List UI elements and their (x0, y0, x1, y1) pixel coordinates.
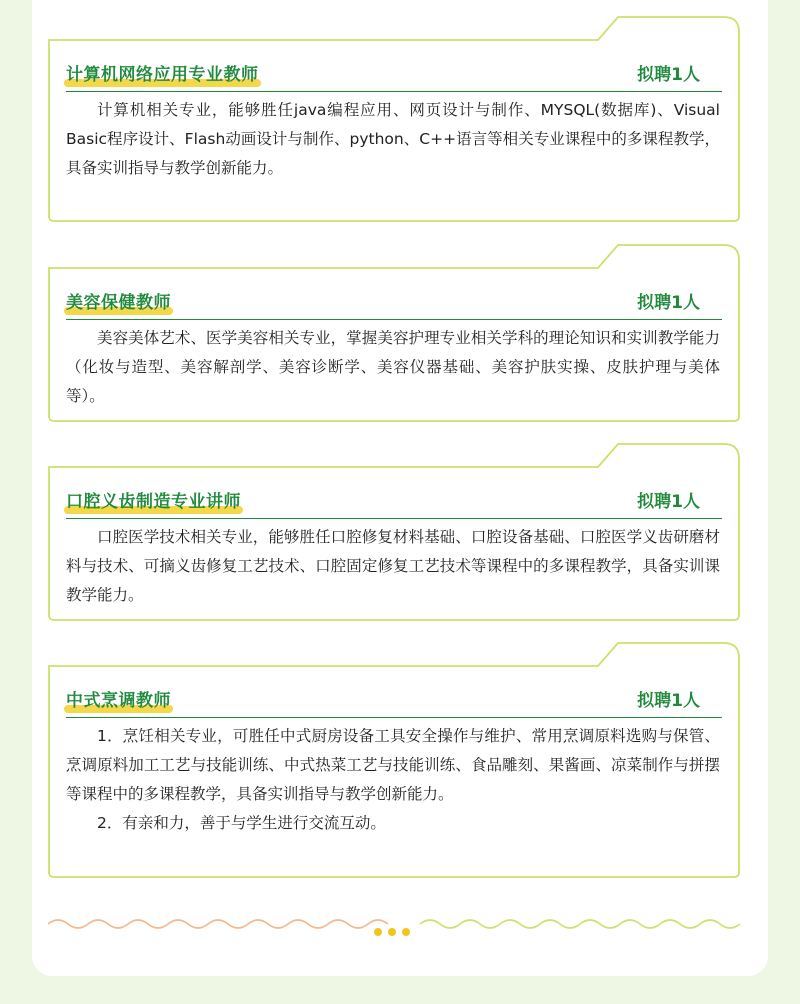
position-title: 计算机网络应用专业教师 (66, 65, 259, 85)
description-paragraph: 2．有亲和力，善于与学生进行交流互动。 (97, 814, 386, 832)
position-description (66, 324, 720, 411)
description-paragraph: 美容美体艺术、医学美容相关专业，掌握美容护理专业相关学科的理论知识和实训教学能力（化妆与造型、美容解剖学、美容诊断学、美容仪器基础、美容护肤实操、皮肤护理与美体等）。 (66, 329, 720, 405)
title-divider (66, 518, 722, 519)
position-quota: 拟聘1人 (637, 492, 700, 512)
decorative-dots (374, 921, 416, 940)
title-divider (66, 319, 722, 320)
position-card (48, 443, 740, 621)
position-title: 美容保健教师 (66, 293, 171, 313)
description-paragraph: 计算机相关专业，能够胜任java编程应用、网页设计与制作、MYSQL(数据库)、Visual Basic程序设计、Flash动画设计与制作、python、C++语言等相关专业课程中的多课程教学，具备实训指导与教学创新能力。 (66, 101, 720, 177)
position-quota: 拟聘1人 (637, 293, 700, 313)
position-quota: 拟聘1人 (637, 691, 700, 711)
position-card (48, 244, 740, 422)
position-description (66, 523, 720, 610)
position-card (48, 642, 740, 878)
description-paragraph: 口腔医学技术相关专业，能够胜任口腔修复材料基础、口腔设备基础、口腔医学义齿研磨材料与技术、可摘义齿修复工艺技术、口腔固定修复工艺技术等课程中的多课程教学，具备实训课教学能力。 (66, 528, 720, 604)
position-description (66, 96, 720, 183)
dot-icon (388, 928, 396, 936)
dot-icon (402, 928, 410, 936)
position-title: 中式烹调教师 (66, 691, 171, 711)
dot-icon (374, 928, 382, 936)
position-description (66, 722, 720, 838)
description-paragraph: 1．烹饪相关专业，可胜任中式厨房设备工具安全操作与维护、常用烹调原料选购与保管、烹调原料加工工艺与技能训练、中式热菜工艺与技能训练、食品雕刻、果酱画、凉菜制作与拼摆等课程中的多课程教学，具备实训指导与教学创新能力。 (66, 727, 720, 803)
title-divider (66, 717, 722, 718)
position-quota: 拟聘1人 (637, 65, 700, 85)
position-card (48, 16, 740, 222)
title-divider (66, 91, 722, 92)
position-title: 口腔义齿制造专业讲师 (66, 492, 241, 512)
